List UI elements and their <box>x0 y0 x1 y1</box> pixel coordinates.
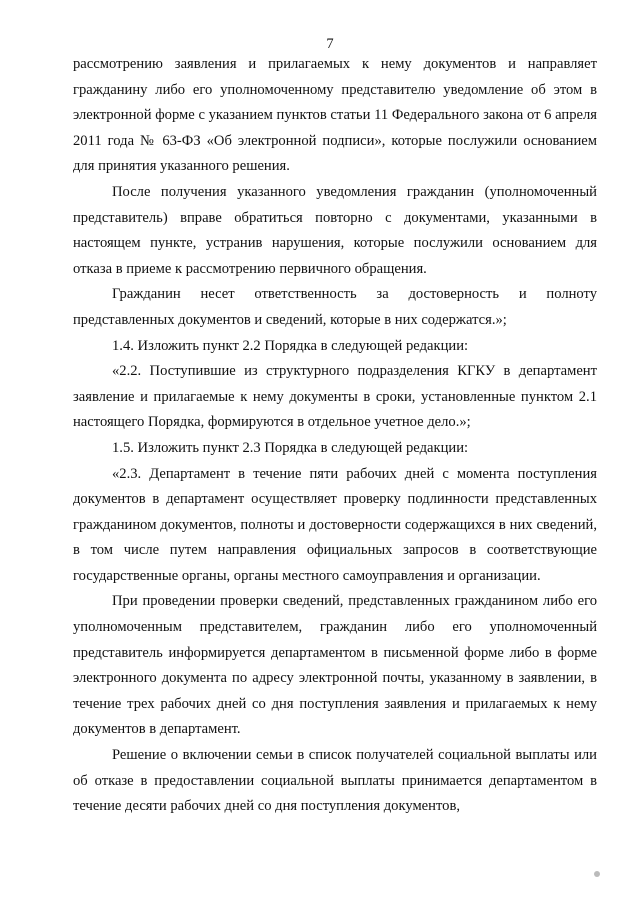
paragraph-clause-2-3: «2.3. Департамент в течение пяти рабочих дней с момента поступления документов в департамент осуществляет проверку подлинности представленных гражданином документов, полноты и достоверности содержащихся в них сведений, в том числе путем направления официальных запросов в соответствующие государственные органы, органы местного самоуправления и организации. <box>73 465 597 584</box>
paragraph-item-1-4: 1.4. Изложить пункт 2.2 Порядка в следующей редакции: <box>112 337 469 354</box>
page-number: 7 <box>326 36 334 52</box>
paragraph-clause-2-2: «2.2. Поступившие из структурного подразделения КГКУ в департамент заявление и прилагаемые к нему документы в сроки, установленные пунктом 2.1 настоящего Порядка, формируются в отдельное учетное дело.»; <box>73 363 597 431</box>
paragraph-item-1-5: 1.5. Изложить пункт 2.3 Порядка в следующей редакции: <box>112 439 469 456</box>
paragraph-continuation: рассмотрению заявления и прилагаемых к нему документов и направляет гражданину либо его уполномоченному представителю уведомление об этом в электронной форме с указанием пунктов статьи 11 Федерального закона от 6 апреля 2011 года № 63-ФЗ «Об электронной подписи», которые послужили основанием для принятия указанного решения. <box>73 56 597 175</box>
paragraph-verification: При проведении проверки сведений, представленных гражданином либо его уполномоченным представителем, гражданин либо его уполномоченный представитель информируется департаментом в письменной форме либо в форме электронного документа по адресу электронной почты, указанному в заявлении, в течение трех рабочих дней со дня поступления заявления и прилагаемых к нему документов в департамент. <box>73 593 597 738</box>
document-body <box>73 52 597 820</box>
paragraph-responsibility: Гражданин несет ответственность за достоверность и полноту представленных документов и сведений, которые в них содержатся.»; <box>73 286 597 328</box>
paragraph-repeat-request: После получения указанного уведомления гражданин (уполномоченный представитель) вправе обратиться повторно с документами, указанными в настоящем пункте, устранив нарушения, которые послужили основанием для отказа в приеме к рассмотрению первичного обращения. <box>73 183 597 277</box>
scan-dot <box>594 871 600 877</box>
paragraph-decision: Решение о включении семьи в список получателей социальной выплаты или об отказе в предоставлении социальной выплаты принимается департаментом в течение десяти рабочих дней со дня поступления документов, <box>73 747 597 815</box>
